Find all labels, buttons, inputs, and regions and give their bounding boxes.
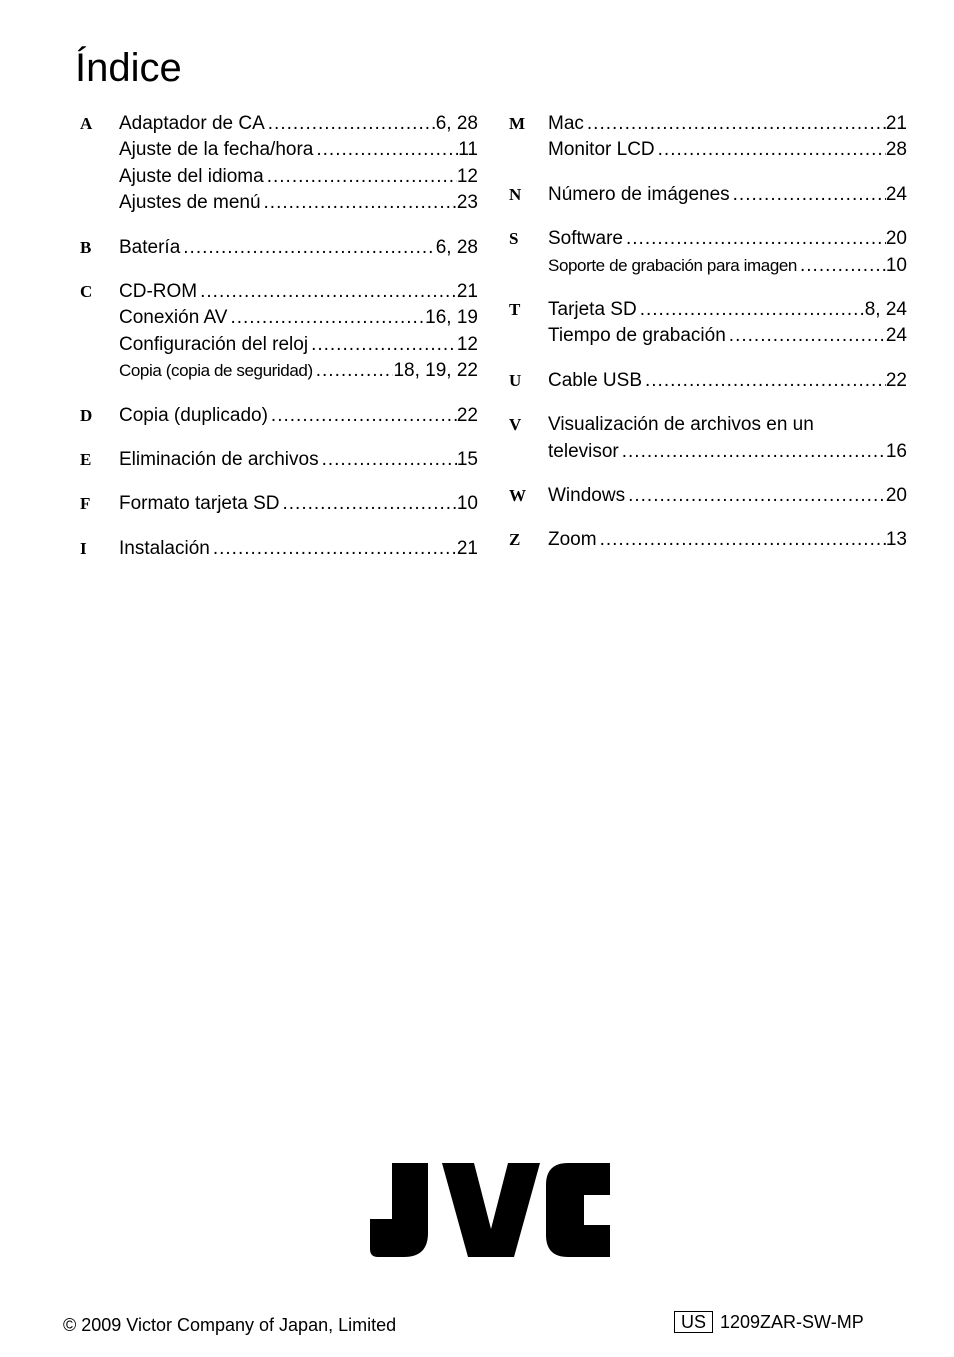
entry-pages: 6, 28 (435, 113, 478, 134)
index-group-t (509, 297, 907, 350)
leader-dots (227, 305, 425, 331)
index-letter: I (80, 538, 87, 558)
index-entry (119, 358, 478, 384)
index-group-e (80, 447, 478, 473)
entry-pages: 8, 24 (864, 299, 907, 321)
index-group-w (509, 483, 907, 509)
index-letter: W (509, 486, 526, 506)
entry-term: Adaptador de CA (119, 113, 265, 134)
index-letter: C (80, 282, 93, 302)
entry-term: Copia (duplicado) (119, 404, 268, 426)
index-entry (548, 527, 907, 553)
entry-pages: 22 (456, 404, 478, 426)
leader-dots (797, 253, 886, 279)
entry-term: Cable USB (548, 369, 642, 391)
index-group-d (80, 403, 478, 429)
index-letter: M (509, 114, 526, 133)
index-group-n (509, 182, 907, 208)
entry-pages: 20 (885, 228, 907, 250)
region-badge: US (674, 1311, 713, 1333)
leader-dots (264, 164, 457, 190)
leader-dots (623, 226, 886, 252)
index-group-b (80, 235, 478, 261)
index-entry (548, 297, 907, 323)
index-entry (548, 253, 907, 279)
index-entry (119, 536, 478, 562)
index-entry (119, 332, 478, 358)
index-letter: A (80, 114, 93, 133)
leader-dots (210, 536, 457, 562)
entry-term: Instalación (119, 537, 210, 559)
index-entry (119, 164, 478, 190)
index-entry (119, 491, 478, 517)
entry-term: Tarjeta SD (548, 299, 637, 321)
index-letter: E (80, 450, 92, 470)
entry-term: Eliminación de archivos (119, 449, 319, 471)
index-group-f (80, 491, 478, 517)
index-entry (548, 323, 907, 349)
index-letter: Z (509, 530, 521, 550)
entry-pages: 6, 28 (435, 236, 478, 258)
entry-term: Ajuste del idioma (119, 165, 264, 187)
entry-term: Batería (119, 236, 181, 258)
index-entry (119, 235, 478, 261)
entry-term: Copia (copia de seguridad) (119, 361, 313, 381)
index-entry (548, 226, 907, 252)
index-letter: V (509, 415, 522, 435)
leader-dots (637, 297, 865, 323)
entry-term: televisor (548, 440, 619, 462)
leader-dots (280, 491, 457, 517)
index-entry (548, 182, 907, 208)
entry-pages: 21 (456, 537, 478, 559)
leader-dots (268, 403, 457, 429)
entry-pages: 10 (456, 493, 478, 515)
index-column-right (509, 111, 907, 572)
entry-term: Configuración del reloj (119, 333, 309, 355)
entry-term: Monitor LCD (548, 139, 655, 161)
entry-pages: 12 (456, 333, 478, 355)
entry-pages: 22 (885, 369, 907, 391)
entry-pages: 16, 19 (425, 307, 478, 329)
leader-dots (319, 447, 457, 473)
index-group-i (80, 536, 478, 562)
index-group-c (80, 279, 478, 385)
index-entry (119, 403, 478, 429)
index-entry (548, 137, 907, 163)
index-column-left (80, 111, 478, 580)
index-entry (548, 368, 907, 394)
index-letter: D (80, 405, 93, 425)
leader-dots (597, 527, 886, 553)
entry-pages: 28 (885, 139, 907, 161)
entry-term: Tiempo de grabación (548, 325, 726, 347)
page-title: Índice (75, 46, 182, 90)
index-letter: B (80, 237, 92, 257)
index-group-u (509, 368, 907, 394)
index-group-v (509, 412, 907, 465)
index-group-m (509, 111, 907, 164)
entry-term: Número de imágenes (548, 183, 730, 205)
entry-term: Conexión AV (119, 307, 228, 329)
index-group-a (80, 111, 478, 217)
index-group-z (509, 527, 907, 553)
leader-dots (261, 190, 457, 216)
entry-pages: 15 (456, 449, 478, 471)
entry-term: CD-ROM (119, 281, 198, 303)
entry-term-line: Visualización de archivos en un (548, 414, 814, 436)
leader-dots (180, 235, 435, 261)
entry-pages: 23 (456, 192, 478, 214)
leader-dots (625, 483, 886, 509)
index-entry (119, 447, 478, 473)
entry-term: Mac (548, 113, 584, 134)
entry-term: Formato tarjeta SD (119, 493, 280, 515)
leader-dots (197, 279, 457, 305)
leader-dots (619, 439, 886, 465)
leader-dots (265, 111, 436, 137)
index-entry (548, 439, 907, 465)
leader-dots (313, 358, 394, 384)
leader-dots (726, 323, 886, 349)
index-group-s (509, 226, 907, 279)
entry-term: Ajustes de menú (119, 192, 261, 214)
entry-term: Soporte de grabación para imagen (548, 255, 797, 275)
index-entry (119, 190, 478, 216)
leader-dots (313, 137, 458, 163)
entry-pages: 16 (885, 440, 907, 462)
leader-dots (584, 111, 886, 137)
index-letter: T (509, 300, 521, 320)
entry-pages: 24 (885, 183, 907, 205)
entry-pages: 21 (456, 281, 478, 303)
index-letter: U (509, 370, 522, 390)
entry-pages: 21 (885, 113, 907, 134)
index-entry (548, 111, 907, 137)
copyright-text: © 2009 Victor Company of Japan, Limited (63, 1315, 397, 1335)
index-entry (119, 111, 478, 137)
document-code (674, 1311, 864, 1333)
entry-pages: 10 (885, 254, 907, 276)
entry-pages: 11 (458, 139, 478, 161)
entry-pages: 18, 19, 22 (393, 360, 478, 382)
index-entry (119, 137, 478, 163)
entry-term: Windows (548, 485, 626, 507)
entry-pages: 12 (456, 165, 478, 187)
leader-dots (308, 332, 457, 358)
entry-term: Software (548, 228, 623, 250)
jvc-logo (370, 1163, 610, 1257)
entry-pages: 13 (885, 529, 907, 551)
index-entry (119, 279, 478, 305)
entry-term: Zoom (548, 529, 597, 551)
index-entry (119, 305, 478, 331)
index-entry (548, 483, 907, 509)
entry-pages: 20 (885, 485, 907, 507)
index-letter: N (509, 184, 522, 204)
leader-dots (642, 368, 886, 394)
entry-pages: 24 (885, 325, 907, 347)
index-letter: F (80, 494, 91, 514)
leader-dots (730, 182, 886, 208)
index-letter: S (509, 229, 519, 249)
product-code: 1209ZAR-SW-MP (720, 1311, 864, 1332)
leader-dots (655, 137, 886, 163)
entry-term: Ajuste de la fecha/hora (119, 139, 314, 161)
